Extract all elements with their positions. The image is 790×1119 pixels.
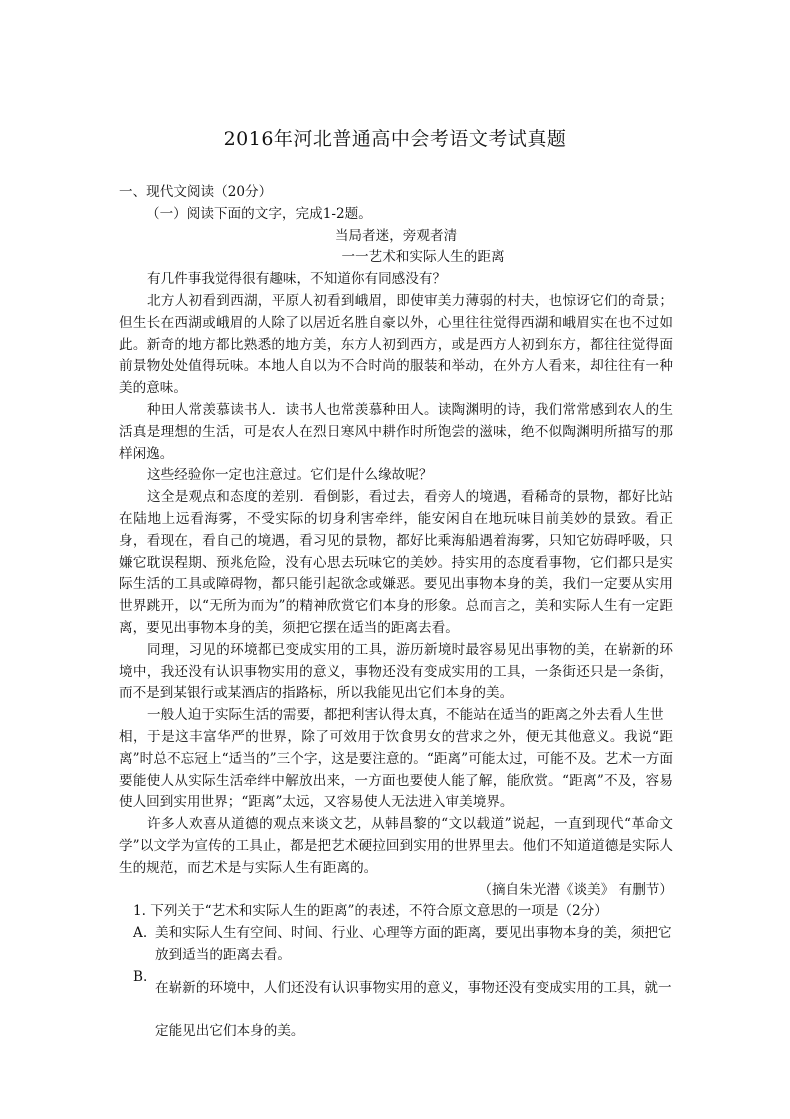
document-body	[119, 182, 673, 1053]
article-title: 当局者迷，旁观者清	[334, 227, 458, 244]
question-stem: 1. 下列关于“艺术和实际人生的距离”的表述，不符合原文意思的一项是（2分）	[133, 903, 608, 920]
document-title: 2016年河北普通高中会考语文考试真题	[223, 128, 567, 150]
paragraph: 北方人初看到西湖，平原人初看到峨眉，即使审美力薄弱的村夫，也惊讶它们的奇景；但生长在西湖或峨眉的人除了以居近名胜自豪以外，心里往往觉得西湖和峨眉实在也不过如此。新奇的地方都比熟悉的地方美，东方人初到西方，或是西方人初到东方，都往往觉得面前景物处处值得玩味。本地人自以为不合时尚的服装和举动，在外方人看来，却往往有一种美的意味。	[119, 292, 673, 397]
option-b	[119, 967, 673, 1053]
paragraph: 一般人迫于实际生活的需要，都把利害认得太真，不能站在适当的距离之外去看人生世	[147, 707, 664, 724]
subsection-heading: （一）阅读下面的文字，完成1-2题。	[146, 205, 372, 222]
paragraph: 有几件事我觉得很有趣味，不知道你有同感没有？	[147, 271, 447, 288]
source-citation: （摘自朱光潜《谈美》 有删节）	[478, 881, 673, 898]
option-text: 美和实际人生有空间、时间、行业、心理等方面的距离，要见出事物本身的美，须把它放到适当的距离去看。	[155, 925, 672, 963]
paragraph: 这全是观点和态度的差别．看倒影，看过去，看旁人的境遇，看稀奇的景物，都好比站在陆地上远看海雾，不受实际的切身利害牵绊，能安闲自在地玩味目前美妙的景致。看正身，看现在，看自己的境遇，看习见的景物，都好比乘海船遇着海雾，只知它妨碍呼吸，只嫌它耽误程期、预兆危险，没有心思去玩味它的美妙。持实用的态度看事物，它们都只是实际生活的工具或障碍物，都只能引起欲念或嫌恶。要见出事物本身的美，我们一定要从实用世界跳开，以“无所为而为”的精神欣赏它们本身的形象。总而言之，美和实际人生有一定距离，要见出事物本身的美，须把它摆在适当的距离去看。	[119, 489, 673, 636]
option-text: 在崭新的环境中，人们还没有认识事物实用的意义，事物还没有变成实用的工具，就一定能见出它们本身的美。	[155, 979, 672, 1039]
article-subtitle: 一一艺术和实际人生的距离	[341, 249, 505, 266]
paragraph: 这些经验你一定也注意过。它们是什么缘故呢？	[147, 467, 433, 484]
paragraph: 相，于是这丰富华严的世界，除了可效用于饮食男女的营求之外，便无其他意义。我说“距离”时总不忘冠上“适当的”三个字，这是要注意的。“距离”可能太过，可能不及。艺术一方面要能使人从实际生活牵绊中解放出来，一方面也要使人能了解，能欣赏。“距离”不及，容易使人回到实用世界；“距离”太远，又容易使人无法进入审美境界。	[119, 728, 673, 811]
paragraph: 许多人欢喜从道德的观点来谈文艺，从韩昌黎的“文以载道”说起，一直到现代“革命文学”以文学为宣传的工具止，都是把艺术硬拉回到实用的世界里去。他们不知道道德是实际人生的规范，而艺术是与实际人生有距离的。	[119, 816, 673, 876]
option-label: A.	[133, 925, 148, 942]
paragraph: 种田人常羡慕读书人．读书人也常羡慕种田人。读陶渊明的诗，我们常常感到农人的生活真是理想的生活，可是农人在烈日寒风中耕作时所饱尝的滋味，绝不似陶渊明所描写的那样闲逸。	[119, 401, 673, 462]
paragraph: 同理，习见的环境都已变成实用的工具，游历新境时最容易见出事物的美，在崭新的环境中，我还没有认识事物实用的意义，事物还没有变成实用的工具，一条街还只是一条街，而不是到某银行或某酒店的指路标，所以我能见出它们本身的美。	[119, 641, 673, 702]
section-heading: 一、现代文阅读（20分）	[119, 184, 273, 200]
option-a	[119, 923, 673, 967]
option-label: B.	[133, 968, 148, 985]
